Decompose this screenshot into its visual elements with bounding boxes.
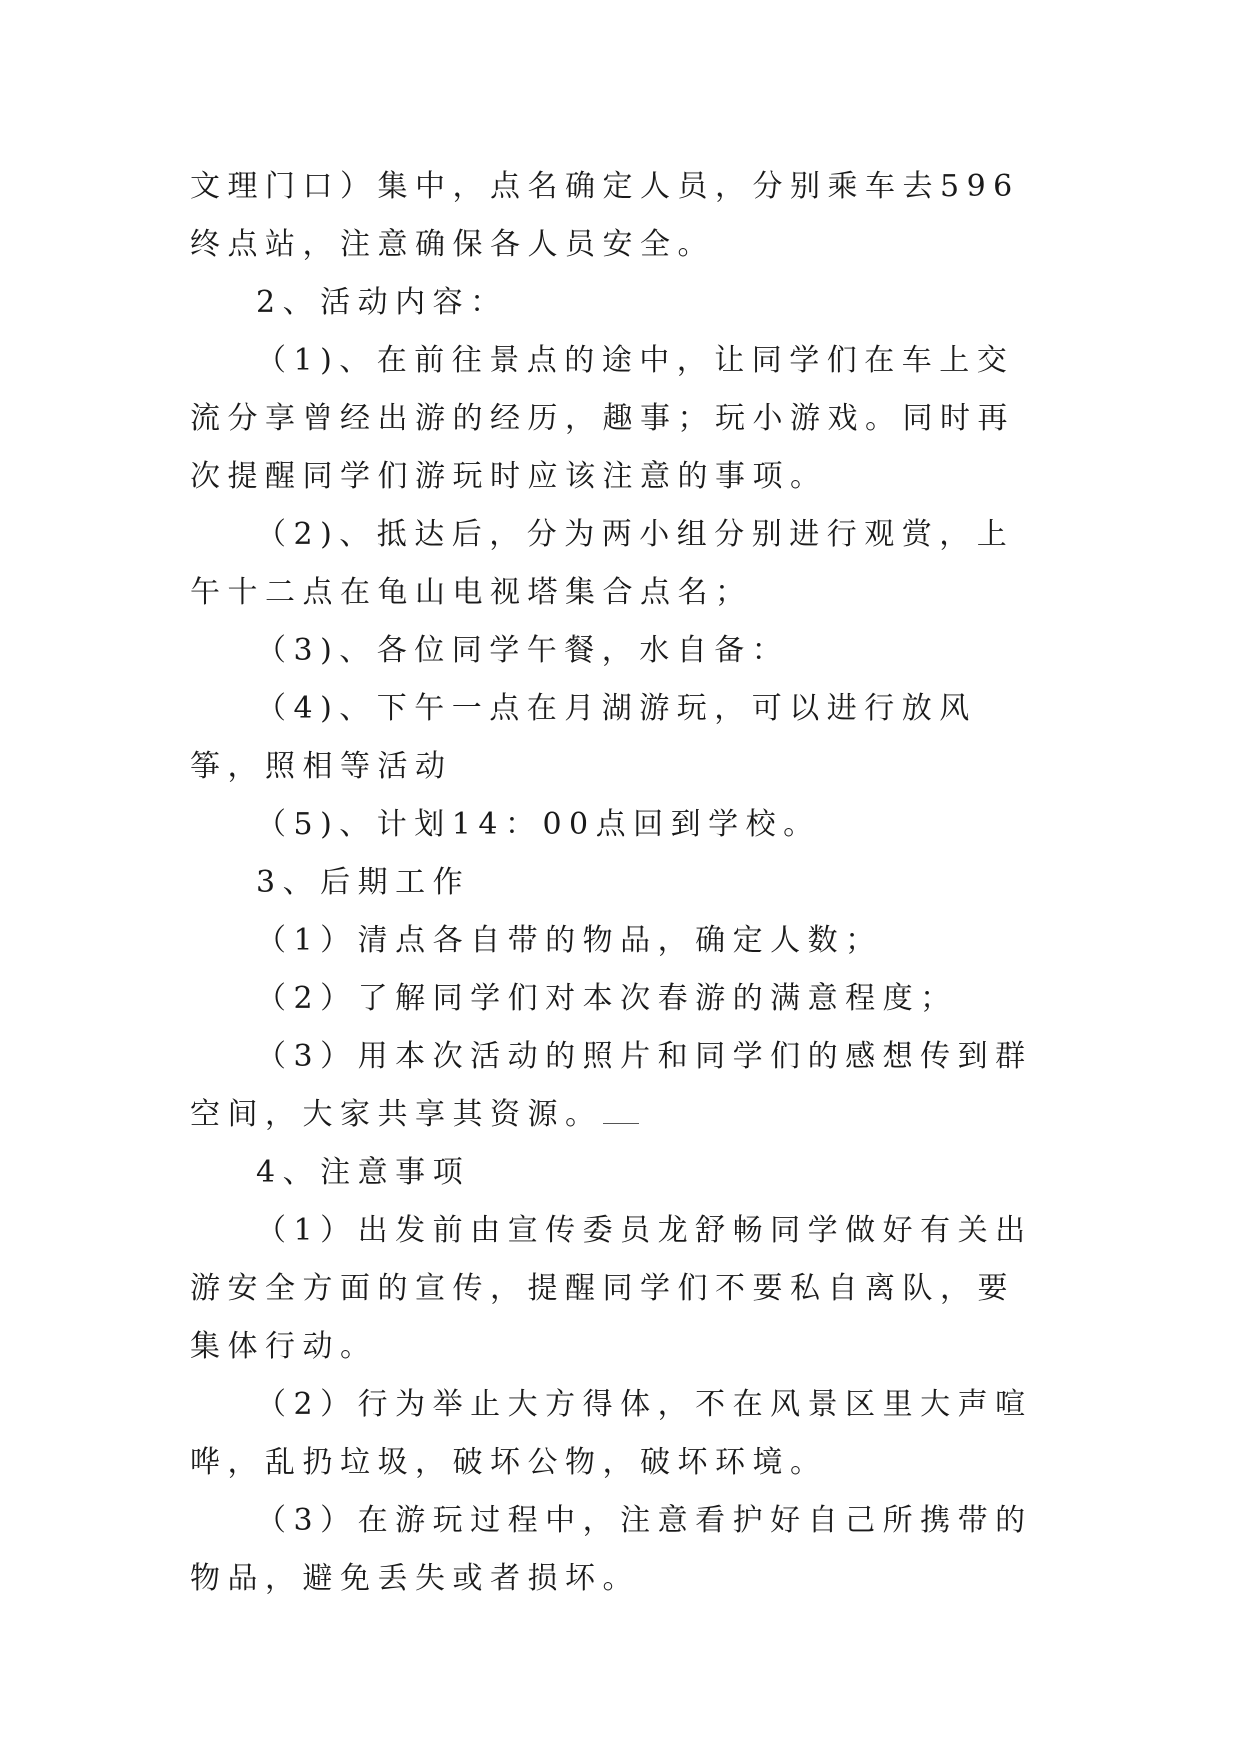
blank-underline-mark — [603, 1093, 639, 1124]
paragraph-activity-1: （1)、在前往景点的途中，让同学们在车上交流分享曾经出游的经历，趣事；玩小游戏。同时再次提醒同学们游玩时应该注意的事项。 — [190, 343, 1015, 494]
paragraph-activity-3: （3)、各位同学午餐，水自备： — [256, 633, 790, 668]
heading-activity-content: 2、活动内容： — [256, 285, 508, 320]
paragraph-followup-1: （1）清点各自带的物品，确定人数； — [256, 923, 883, 958]
paragraph-notes-2: （2）行为举止大方得体，不在风景区里大声喧哗，乱扔垃圾，破坏公物，破坏环境。 — [190, 1387, 1033, 1480]
paragraph-activity-5: （5)、计划14：00点回到学校。 — [256, 807, 821, 842]
paragraph-activity-2: （2)、抵达后，分为两小组分别进行观赏，上午十二点在龟山电视塔集合点名； — [190, 517, 1015, 610]
paragraph-notes-1: （1）出发前由宣传委员龙舒畅同学做好有关出游安全方面的宣传，提醒同学们不要私自离队，要集体行动。 — [190, 1213, 1033, 1364]
paragraph-followup-3-text: （3）用本次活动的照片和同学们的感想传到群空间，大家共享其资源。 — [190, 1039, 1033, 1132]
paragraph-travel-continued: 文理门口）集中，点名确定人员，分别乘车去596终点站，注意确保各人员安全。 — [190, 169, 1020, 262]
heading-notes: 4、注意事项 — [256, 1155, 471, 1190]
heading-followup-work: 3、后期工作 — [256, 865, 471, 900]
paragraph-notes-3: （3）在游玩过程中，注意看护好自己所携带的物品，避免丢失或者损坏。 — [190, 1503, 1033, 1596]
paragraph-followup-2: （2）了解同学们对本次春游的满意程度； — [256, 981, 958, 1016]
paragraph-followup-3 — [190, 1028, 1050, 1144]
paragraph-activity-4: （4)、下午一点在月湖游玩，可以进行放风筝，照相等活动 — [190, 691, 977, 784]
document-body — [190, 158, 1050, 1608]
